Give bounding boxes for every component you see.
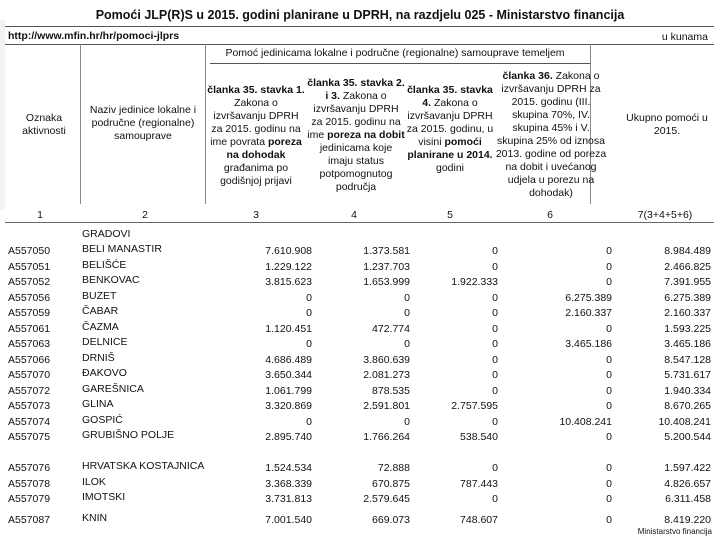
section-label: GRADOVI <box>82 227 131 240</box>
header-col3 <box>207 84 305 188</box>
row-name: ČABAR <box>82 305 119 317</box>
row-total: 1.597.422 <box>664 462 711 474</box>
row-code: A557050 <box>8 245 51 257</box>
aid-table <box>8 226 711 526</box>
column-number: 7(3+4+5+6) <box>637 209 693 221</box>
table-row <box>8 428 711 444</box>
header-col3-tail: građanima po godišnjoj prijavi <box>220 162 292 187</box>
row-col6: 0 <box>606 400 612 412</box>
title-rule <box>5 26 714 27</box>
row-col4: 1.653.999 <box>363 276 410 288</box>
table-row <box>8 366 711 382</box>
header-col3-text: Zakona o izvršavanju DPRH za 2015. godinu na ime povrata <box>210 97 301 148</box>
header-col5-text: Zakona o izvršavanju DPRH za 2015. godinu, u visini <box>406 97 494 148</box>
row-col3: 0 <box>306 291 312 304</box>
row-col4: 3.860.639 <box>363 353 410 366</box>
row-total: 3.465.186 <box>664 338 711 350</box>
header-col6 <box>495 70 607 200</box>
header-col6-article: članka 36. <box>502 70 553 82</box>
header-col4-tax: poreza na dobit <box>327 129 405 141</box>
row-col4: 72.888 <box>377 462 410 474</box>
row-total: 8.547.128 <box>664 353 711 366</box>
table-row <box>8 505 711 526</box>
row-code: A557061 <box>8 322 51 335</box>
table-row <box>8 273 711 289</box>
row-col4: 0 <box>404 415 410 428</box>
row-col5: 0 <box>492 291 498 304</box>
row-col4: 2.591.801 <box>363 400 410 412</box>
row-col5: 0 <box>492 493 498 505</box>
header-col5 <box>405 84 495 175</box>
column-divider <box>205 44 206 204</box>
row-code: A557076 <box>8 462 51 474</box>
header-col5-tail: godini <box>435 162 465 174</box>
row-name: GOSPIĆ <box>82 413 123 426</box>
row-col6: 6.275.389 <box>565 291 612 304</box>
row-col3: 3.320.869 <box>265 400 312 412</box>
row-name: ĐAKOVO <box>82 367 127 379</box>
row-code: A557075 <box>8 431 51 443</box>
row-name: GAREŠNICA <box>82 382 144 395</box>
row-col5: 0 <box>492 338 498 350</box>
row-col6: 0 <box>606 353 612 366</box>
header-col5-article: članka 35. stavka 4. <box>407 84 493 109</box>
row-name: IMOTSKI <box>82 491 126 503</box>
row-code: A557056 <box>8 291 51 304</box>
row-col5: 0 <box>492 353 498 366</box>
header-col4-text: Zakona o izvršavanju DPRH za 2015. godinu na ime <box>307 90 401 141</box>
row-total: 4.826.657 <box>664 477 711 490</box>
row-col6: 3.465.186 <box>565 338 612 350</box>
header-col4-tail: jedinicama koje imaju status potpomognutog područja <box>319 142 393 193</box>
row-col3: 0 <box>306 307 312 319</box>
row-col5: 0 <box>492 462 498 474</box>
column-number: 1 <box>37 209 43 221</box>
row-col4: 2.081.273 <box>363 369 410 381</box>
row-col3: 7.610.908 <box>265 245 312 257</box>
table-subtitle: Pomoć jedinicama lokalne i područne (regionalne) samouprave temeljem <box>225 47 565 59</box>
row-total: 5.731.617 <box>664 369 711 381</box>
row-col6: 0 <box>606 276 612 288</box>
row-total: 8.419.220 <box>664 514 711 526</box>
row-col6: 0 <box>606 493 612 505</box>
table-row <box>8 381 711 397</box>
row-name: ILOK <box>82 475 106 488</box>
row-col5: 1.922.333 <box>451 276 498 288</box>
row-code: A557079 <box>8 493 51 505</box>
row-col4: 670.875 <box>372 477 410 490</box>
row-total: 7.391.955 <box>664 276 711 288</box>
source-url[interactable]: http://www.mfin.hr/hr/pomoci-jlprs <box>8 30 180 42</box>
row-col3: 3.731.813 <box>265 493 312 505</box>
row-col5: 787.443 <box>460 477 498 490</box>
subtitle-rule <box>210 63 590 64</box>
row-total: 10.408.241 <box>658 415 711 428</box>
header-unit-name: Naziv jedinice lokalne i područne (regionalne) samouprave <box>89 104 197 142</box>
header-activity-code: Oznaka aktivnosti <box>22 112 66 137</box>
row-col4: 0 <box>404 307 410 319</box>
row-code: A557063 <box>8 338 51 350</box>
table-row <box>8 257 711 273</box>
column-number: 2 <box>142 209 148 221</box>
row-col5: 0 <box>492 245 498 257</box>
row-col3: 2.895.740 <box>265 431 312 443</box>
row-total: 1.593.225 <box>664 322 711 335</box>
row-col4: 472.774 <box>372 322 410 335</box>
table-row <box>8 288 711 304</box>
row-col5: 0 <box>492 260 498 273</box>
row-col3: 1.061.799 <box>265 384 312 397</box>
row-code: A557074 <box>8 415 51 428</box>
row-col6: 2.160.337 <box>565 307 612 319</box>
header-col3-article: članka 35. stavka 1. <box>207 84 305 96</box>
row-total: 8.984.489 <box>664 245 711 257</box>
row-col4: 878.535 <box>372 384 410 397</box>
row-name: KNIN <box>82 512 108 524</box>
row-col3: 0 <box>306 338 312 350</box>
row-col3: 0 <box>306 415 312 428</box>
row-code: A557072 <box>8 384 51 397</box>
row-col3: 1.524.534 <box>265 462 312 474</box>
row-total: 1.940.334 <box>664 384 711 397</box>
column-number: 4 <box>351 209 357 221</box>
row-col5: 0 <box>492 415 498 428</box>
column-number: 5 <box>447 209 453 221</box>
row-code: A557051 <box>8 260 51 273</box>
row-name: BELIŠĆE <box>82 258 127 271</box>
table-row <box>8 490 711 506</box>
row-col4: 1.237.703 <box>363 260 410 273</box>
row-col3: 3.368.339 <box>265 477 312 490</box>
row-code: A557073 <box>8 400 51 412</box>
row-col4: 2.579.645 <box>363 493 410 505</box>
column-divider <box>80 44 81 204</box>
row-total: 2.160.337 <box>664 307 711 319</box>
column-number: 6 <box>547 209 553 221</box>
row-col4: 0 <box>404 291 410 304</box>
row-name: BELI MANASTIR <box>82 243 162 255</box>
url-rule <box>5 44 714 45</box>
row-total: 8.670.265 <box>664 400 711 412</box>
row-code: A557087 <box>8 514 51 526</box>
table-row <box>8 242 711 258</box>
table-row <box>8 412 711 428</box>
table-row <box>8 397 711 413</box>
row-total: 5.200.544 <box>664 431 711 443</box>
row-col5: 0 <box>492 369 498 381</box>
table-row <box>8 319 711 335</box>
header-col5-aid: pomoći planirane u 2014. <box>407 136 493 161</box>
row-code: A557059 <box>8 307 51 319</box>
header-col6-text: Zakona o izvršavanju DPRH za 2015. godinu (III. skupina 70%, IV. skupina 45% i V. skupina 25% od iznosa 2013. godine od poreza na dobit i uvećanog udjela u porezu na dohodak) <box>495 70 607 199</box>
column-number: 3 <box>253 209 259 221</box>
left-edge-strip <box>0 20 5 210</box>
row-col3: 3.650.344 <box>265 369 312 381</box>
row-col4: 669.073 <box>372 514 410 526</box>
row-col5: 538.540 <box>460 431 498 443</box>
row-col6: 0 <box>606 462 612 474</box>
row-name: GLINA <box>82 398 114 410</box>
row-col4: 0 <box>404 338 410 350</box>
row-total: 6.311.458 <box>665 493 711 505</box>
header-col3-tax: poreza na dohodak <box>226 136 302 161</box>
row-col5: 0 <box>492 322 498 335</box>
column-number-rule <box>5 222 714 223</box>
table-row <box>8 350 711 366</box>
row-code: A557066 <box>8 353 51 366</box>
row-col5: 0 <box>492 307 498 319</box>
table-row <box>8 335 711 351</box>
row-col4: 1.766.264 <box>363 431 410 443</box>
row-col6: 0 <box>606 431 612 443</box>
row-total: 2.466.825 <box>664 260 711 273</box>
row-col6: 0 <box>606 245 612 257</box>
table-row <box>8 443 711 474</box>
row-code: A557078 <box>8 477 51 490</box>
row-name: DELNICE <box>82 336 128 348</box>
row-col6: 0 <box>606 322 612 335</box>
row-col5: 748.607 <box>460 514 498 526</box>
row-col3: 7.001.540 <box>265 514 312 526</box>
row-col3: 1.120.451 <box>265 322 312 335</box>
header-total: Ukupno pomoći u 2015. <box>626 112 708 137</box>
row-col5: 0 <box>492 384 498 397</box>
row-col6: 0 <box>606 369 612 381</box>
row-col6: 0 <box>606 384 612 397</box>
currency-unit: u kunama <box>661 31 708 43</box>
row-name: HRVATSKA KOSTAJNICA <box>82 460 205 472</box>
row-name: GRUBIŠNO POLJE <box>82 429 175 441</box>
row-col6: 0 <box>606 477 612 490</box>
table-row <box>8 474 711 490</box>
header-col4 <box>307 77 405 194</box>
section-row <box>8 226 711 242</box>
row-col6: 0 <box>606 260 612 273</box>
row-code: A557070 <box>8 369 51 381</box>
row-name: ČAZMA <box>82 320 119 333</box>
row-col5: 2.757.595 <box>451 400 498 412</box>
table-row <box>8 304 711 320</box>
row-col6: 0 <box>606 514 612 526</box>
row-name: BENKOVAC <box>82 274 140 286</box>
row-col3: 4.686.489 <box>265 353 312 366</box>
row-name: BUZET <box>82 289 117 302</box>
row-code: A557052 <box>8 276 51 288</box>
row-col3: 3.815.623 <box>265 276 312 288</box>
header-col4-article: članka 35. stavka 2. i 3. <box>307 77 405 102</box>
row-col6: 10.408.241 <box>559 415 612 428</box>
row-total: 6.275.389 <box>664 291 711 304</box>
row-col3: 1.229.122 <box>265 260 312 273</box>
row-name: DRNIŠ <box>82 351 115 364</box>
page-title: Pomoći JLP(R)S u 2015. godini planirane u DPRH, na razdjelu 025 - Ministarstvo financija <box>95 8 625 22</box>
row-col4: 1.373.581 <box>363 245 410 257</box>
footer-ministry: Ministarstvo financija <box>637 527 712 536</box>
